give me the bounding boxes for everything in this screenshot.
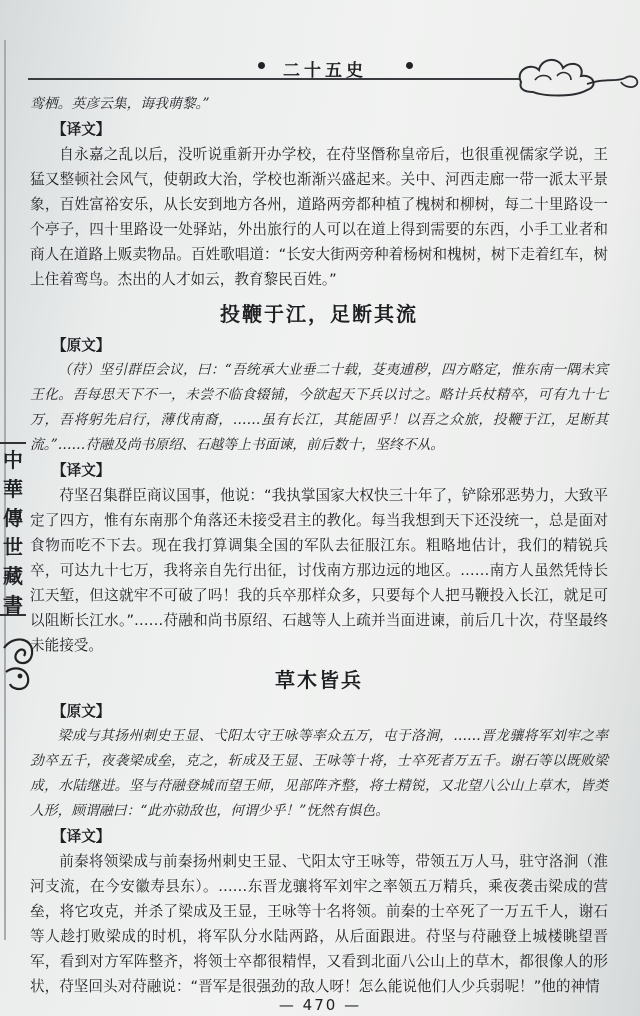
original-text-label: 【原文】: [52, 703, 111, 720]
translation-paragraph: 苻坚召集群臣商议国事，他说：“我执掌国家大权快三十年了，铲除邪恶势力，大致平定了四方，惟有东南那个角落还未接受君主的教化。每当我想到天下还没统一，总是面对食物而吃不下去。现在我打算调集全国的军队去征服江东。粗略地估计，我们的精锐兵卒，可达九十七万，我将亲自先行出征，讨伐南方那边远的地区。……南方人虽然凭恃长江天堑，但这就牢不可破了吗！我的兵卒那样众多，只要每个人把马鞭投入长江，就足可以阻断长江水。”……苻融和尚书原绍、石越等人上疏并当面进谏，前后几十次，苻坚最终未能接受。: [30, 487, 608, 654]
banner-char: 中: [3, 448, 23, 472]
banner-char: 傳: [3, 506, 23, 530]
header-dot-right: [406, 62, 413, 69]
section-title: 草木皆兵: [275, 668, 363, 692]
translation-paragraph: 自永嘉之乱以后，没听说重新开办学校，在苻坚僭称皇帝后，也很重视儒家学说，王猛又整顿社会风气，使朝政大治，学校也渐渐兴盛起来。关中、河西走廊一带一派太平景象，百姓富裕安乐，从长安到地方各州，道路两旁都种植了槐树和柳树，每二十里路设一个亭子，四十里路设一处驿站，外出旅行的人可以在道上得到需要的东西，小手工业者和商人在道路上贩卖物品。百姓歌唱道：“长安大街两旁种着杨树和槐树，树下走着红车，树上住着鸾鸟。杰出的人才如云，教育黎民百姓。”: [30, 146, 608, 288]
collection-banner: [0, 442, 26, 616]
section-title: 投鞭于江，足断其流: [220, 302, 418, 326]
translation-label: 【译文】: [52, 462, 111, 479]
page-number: — 470 —: [278, 996, 362, 1014]
translation-label: 【译文】: [52, 121, 111, 138]
banner-char: 藏: [3, 564, 23, 588]
banner-char: 書: [3, 593, 23, 617]
translation-label: 【译文】: [52, 828, 111, 845]
original-text-paragraph: 梁成与其扬州刺史王显、弋阳太守王咏等率众五万，屯于洛涧，……晋龙骧将军刘牢之率劲卒五千，夜袭梁成垒，克之，斩成及王显、王咏等十将，士卒死者万五千。谢石等以既败梁成，水陆继进。坚与苻融登城而望王师，见部阵齐整，将士精锐，又北望八公山上草木，皆类人形，顾谓融曰：“此亦勍敌也，何谓少乎！”怃然有惧色。: [30, 728, 608, 819]
header-dot-left: [258, 62, 265, 69]
page-content: [30, 92, 608, 999]
translation-paragraph: 前秦将领梁成与前秦扬州刺史王显、弋阳太守王咏等，带领五万人马，驻守洛涧（淮河支流，在今安徽寿县东）。……东晋龙骧将军刘牢之率领五万精兵，乘夜袭击梁成的营垒，将它攻克，并杀了梁成及王显，王咏等十名将领。前秦的士卒死了一万五千人，谢石等人趁打败梁成的时机，将军队分水陆两路，从后面跟进。苻坚与苻融登上城楼眺望晋军，看到对方军阵整齐，将领士卒都很精悍，又看到北面八公山上的草木，都很像人的形状，苻坚回头对苻融说：“晋军是很强劲的敌人呀！怎么能说他们人少兵弱呢！”他的神情: [30, 853, 608, 995]
header-title: 二十五史: [283, 61, 367, 81]
banner-char: 華: [3, 477, 23, 501]
classical-text-continuation: 鸾栖。英彦云集，诲我萌黎。”: [30, 96, 210, 112]
running-header: [8, 56, 640, 86]
banner-char: 世: [3, 535, 23, 559]
original-text-paragraph: （苻）坚引群臣会议，曰：“吾统承大业垂二十载，芟夷逋秽，四方略定，惟东南一隅未宾王化。吾每思天下不一，未尝不临食辍铺，今欲起天下兵以讨之。略计兵杖精卒，可有九十七万，吾将躬先启行，薄伐南裔，……虽有长江，其能固乎！以吾之众旅，投鞭于江，足断其流。”……苻融及尚书原绍、石越等上书面谏，前后数十，坚终不从。: [30, 362, 608, 453]
header-rule: [28, 78, 520, 80]
original-text-label: 【原文】: [52, 337, 111, 354]
